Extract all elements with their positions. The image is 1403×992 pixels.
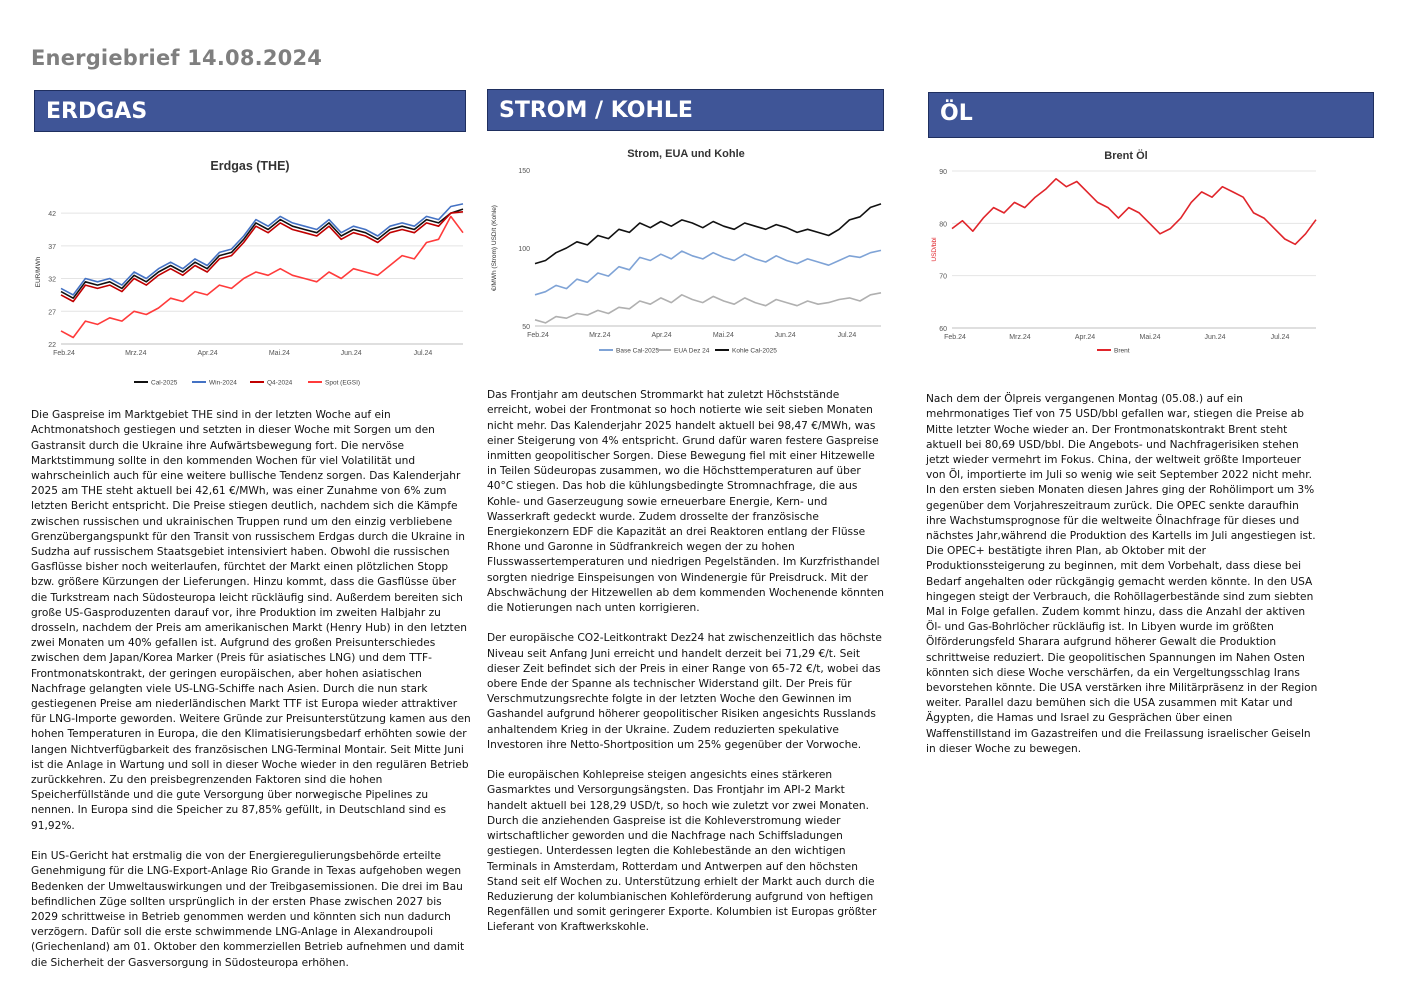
- x-tick-label: Jul.24: [1270, 334, 1290, 341]
- x-tick-label: Apr.24: [651, 332, 672, 339]
- series-line-kohle-cal-2025: [535, 204, 881, 264]
- eua-paragraph: Der europäische CO2-Leitkontrakt Dez24 hat zwischenzeitlich das höchste Niveau seit Anfang Juni erreicht und handelt derzeit bei 71,29 €/t. Seit dieser Zeit befindet sich der Preis in einer Range von 65-72 €/t, wobei das obere Ende der Spanne als technischer Widerstand gilt. Der Preis für Verschmutzungsrechte folgte in der letzten Woche den Gewinnen im Gashandel aufgrund höherer geopolitischer Risiken angesichts Russlands anhaltendem Krieg in der Ukraine. Zudem reduzierten spekulative Investoren ihre Netto-Shortposition um 25% gegenüber der Vorwoche.: [487, 632, 882, 751]
- oel-paragraph: Nach dem der Ölpreis vergangenen Montag (05.08.) auf ein mehrmonatiges Tief von 75 USD/bbl gefallen war, stiegen die Preise ab Mitte letzter Woche wieder an. Der Frontmonatskontrakt Brent steht aktuell bei 80,69 USD/bbl. Die Angebots- und Nachfragerisiken stehen jetzt wieder vermehrt im Fokus. China, der weltweit größte Importeuer von Öl, importierte im Juli so wenig wie seit September 2022 nicht mehr. In den ersten sieben Monaten diesen Jahres ging der Rohölimport um 3% gegenüber dem Vorjahreszeitraum zurück. Die OPEC senkte daraufhin ihre Wachstumsprognose für die weltweite Ölnachfrage für dieses und nächstes Jahr,während die Produktion des Kartells im Juli angestiegen ist. Die OPEC+ bestätigte ihren Plan, ab Oktober mit der Produktionssteigerung zu beginnen, mit dem Vorbehalt, dass diese bei Bedarf angehalten oder rückgängig gemacht werden könnte. In den USA hingegen steigt der Verbrauch, die Rohöllagerbestände sind zum siebten Mal in Folge gefallen. Zudem kommt hinzu, dass die Anzahl der aktiven Öl- und Gas-Bohrlöcher rückläufig ist. In Libyen wurde im größten Ölförderungsfeld Sharara aufgrund höherer Gewalt die Produktion schrittweise reduziert. Die geopolitischen Spannungen im Nahen Osten könnten sich diese Woche verschärfen, da ein Vergeltungsschlag Irans bevorstehen könnte. Die USA verstärken ihre Militärpräsenz in der Region weiter. Parallel dazu bemühen sich die USA zusammen mit Katar und Ägypten, die Hamas und Israel zu Gesprächen über einen Waffenstillstand im Gazastreifen und die Freilassung israelischer Geiseln in dieser Woche zu bewegen.: [926, 393, 1318, 755]
- x-tick-label: Jun.24: [774, 332, 796, 339]
- y-tick-label: 22: [48, 342, 56, 349]
- chart-title: Strom, EUA und Kohle: [627, 148, 745, 160]
- brent-chart: [926, 143, 1326, 358]
- strom-eua-kohle-chart: [487, 140, 885, 362]
- x-tick-label: Jul.24: [413, 350, 433, 357]
- section-header-erdgas: ERDGAS: [34, 90, 466, 132]
- chart-title: Brent Öl: [1104, 150, 1148, 162]
- x-tick-label: Feb.24: [944, 334, 966, 341]
- x-tick-label: Mrz.24: [125, 350, 147, 357]
- y-axis-label: €/MWh (Strom) USD/t (Kohle): [491, 205, 498, 291]
- kohle-paragraph: Die europäischen Kohlepreise steigen angesichts eines stärkeren Gasmarktes und Versorgungsängsten. Das Frontjahr im API-2 Markt handelt aktuell bei 128,29 USD/t, so hoch wie zuletzt vor zwei Monaten. Durch die anziehenden Gaspreise ist die Kohleverstromung wieder wirtschaftlicher geworden und die Nachfrage nach Schiffsladungen gestiegen. Unterdessen legten die Kohlebestände an den wichtigen Terminals in Amsterdam, Rotterdam und Antwerpen auf den höchsten Stand seit elf Wochen zu. Unterstützung erhielt der Markt auch durch die Reduzierung der kolumbianischen Kohleförderung aufgrund von heftigen Regenfällen und somit geringerer Exporte. Kolumbien ist Europas größter Lieferant von Kraftwerkskohle.: [487, 769, 877, 934]
- series-line-spot-egsi-: [61, 216, 463, 337]
- x-tick-label: Feb.24: [53, 350, 75, 357]
- y-axis-label: EUR/MWh: [35, 256, 42, 288]
- legend-label: Win-2024: [209, 379, 237, 387]
- x-tick-label: Apr.24: [197, 350, 218, 357]
- strom-kohle-text: [487, 373, 885, 951]
- x-tick-label: Mai.24: [712, 332, 734, 339]
- y-tick-label: 27: [48, 309, 56, 317]
- y-tick-label: 150: [518, 168, 530, 175]
- x-tick-label: Feb.24: [527, 332, 549, 339]
- x-tick-label: Mai.24: [268, 350, 290, 357]
- page-title: Energiebrief 14.08.2024: [31, 46, 323, 70]
- x-tick-label: Jun.24: [1204, 334, 1226, 341]
- erdgas-paragraph-2: Ein US-Gericht hat erstmalig die von der Energieregulierungsbehörde erteilte Genehmigung für die LNG-Export-Anlage Rio Grande in Texas aufgehoben wegen Bedenken der Umweltauswirkungen und der Treibgasemissionen. Die drei im Bau befindlichen Züge sollten ursprünglich in der ersten Phase zwischen 2027 bis 2029 schrittweise in Betrieb genommen werden und könnten sich nun dadurch verzögern. Dafür soll die erste schwimmende LNG-Anlage in Alexandroupoli (Griechenland) am 01. Oktober den kommerziellen Betrieb aufnehmen und damit die Sicherheit der Gasversorgung in Südosteuropa erhöhen.: [31, 850, 465, 969]
- x-tick-label: Mai.24: [1139, 334, 1161, 341]
- erdgas-chart: [31, 150, 469, 392]
- legend-label: Q4-2024: [267, 379, 293, 387]
- series-line-win-2024: [61, 204, 463, 295]
- x-tick-label: Mrz.24: [1009, 334, 1031, 341]
- y-tick-label: 50: [522, 324, 530, 331]
- section-header-oel: ÖL: [928, 92, 1374, 138]
- section-header-strom-kohle: STROM / KOHLE: [487, 89, 884, 131]
- y-tick-label: 32: [48, 276, 56, 284]
- erdgas-text: [31, 393, 471, 986]
- y-tick-label: 70: [939, 273, 947, 281]
- y-tick-label: 37: [48, 243, 56, 251]
- legend-label: Base Cal-2025: [616, 347, 659, 355]
- x-tick-label: Apr.24: [1074, 334, 1096, 341]
- y-tick-label: 100: [518, 246, 530, 253]
- series-line-base-cal-2025: [535, 250, 881, 294]
- legend-label: Cal-2025: [151, 379, 178, 387]
- legend-label: Brent: [1114, 347, 1130, 355]
- erdgas-paragraph-1: Die Gaspreise im Marktgebiet THE sind in der letzten Woche auf ein Achtmonatshoch gestiegen und setzten in dieser Woche mit Sorgen um den Gastransit durch die Ukraine ihre Aufwärtsbewegung fort. Die nervöse Marktstimmung sollte in den kommenden Wochen für viel Volatilität und wahrscheinlich auch für eine weitere bullische Tendenz sorgen. Das Kalenderjahr 2025 am THE steht aktuell bei 42,61 €/MWh, was einer Zunahme von 6% zum letzten Bericht entspricht. Die Preise stiegen deutlich, nachdem sich die Kämpfe zwischen russischen und ukrainischen Truppen rund um den einzig verbliebene Grenzübergangspunkt für den Transit von russischem Erdgas durch die Ukraine in Sudzha auf russischem Staatsgebiet intensiviert haben. Obwohl die russischen Gasflüsse bisher noch weiterlaufen, fürchtet der Markt einen plötzlichen Stopp bzw. größere Kürzungen der Lieferungen. Hinzu kommt, dass die Gasflüsse über die Turkstream nach Südosteuropa leicht rückläufig sind. Außerdem bereiten sich große US-Gasproduzenten darauf vor, ihre Produktion im zweiten Halbjahr zu drosseln, nachdem der Preis am amerikanischen Markt (Henry Hub) in den letzten zwei Monaten um 40% gefallen ist. Aufgrund des großen Preisunterschiedes zwischen dem Japan/Korea Marker (Preis für asiatisches LNG) und dem TTF-Frontmonatskontrakt, der geringen europäischen, aber hohen asiatischen Nachfrage gelangten viele US-LNG-Schiffe nach Asien. Durch die nun stark gestiegenen Preise am niederländischen Markt TTF ist Europa wieder attraktiver für LNG-Importe geworden. Weitere Gründe zur Preisunterstützung kamen aus den hohen Temperaturen in Europa, die den Klimatisierungsbedarf erhöhten sowie der langen Nichtverfügbarkeit des französischen LNG-Terminal Montair. Seit Mitte Juni ist die Anlage in Wartung und soll in dieser Woche wieder in den regulären Betrieb zurückkehren. Zu den preisbegrenzenden Faktoren sind die hohen Speicherfüllstände und die gute Versorgung über norwegische Pipelines zu nennen. In Europa sind die Speicher zu 87,85% gefüllt, in Deutschland sind es 91,92%.: [31, 409, 471, 832]
- legend-label: Spot (EGSI): [325, 379, 361, 387]
- x-tick-label: Mrz.24: [589, 332, 611, 339]
- y-tick-label: 80: [939, 221, 947, 229]
- y-tick-label: 42: [48, 211, 56, 219]
- strom-paragraph-1: Das Frontjahr am deutschen Strommarkt hat zuletzt Höchststände erreicht, wobei der Frontmonat so hoch notierte wie seit sieben Monaten nicht mehr. Das Kalenderjahr 2025 handelt aktuell bei 98,47 €/MWh, was einer Steigerung von 4% entspricht. Grund dafür waren festere Gaspreise inmitten geopolitischer Sorgen. Diese Bewegung fiel mit einer Hitzewelle in Teilen Südeuropas zusammen, wo die Höchsttemperaturen auf über 40°C stiegen. Das hob die kühlungsbedingte Stromnachfrage, die aus Kohle- und Gaserzeugung sowie erneuerbare Energie, Kern- und Wasserkraft gedeckt wurde. Zudem drosselte der französische Energiekonzern EDF die Kapazität an drei Reaktoren entlang der Flüsse Rhone und Garonne in Südfrankreich wegen der zu hohen Flusswassertemperaturen und niedrigen Pegelständen. Im Kurzfristhandel sorgten niedrige Einspeisungen von Windenergie für Preisdruck. Mit der Abschwächung der Hitzewellen ab dem kommenden Wochenende könnten die Notierungen nach unten korrigieren.: [487, 389, 884, 615]
- chart-title: Erdgas (THE): [210, 159, 290, 173]
- legend-label: EUA Dez 24: [674, 347, 710, 355]
- legend-label: Kohle Cal-2025: [732, 347, 777, 355]
- y-tick-label: 60: [939, 326, 947, 333]
- series-line-brent: [952, 179, 1316, 245]
- x-tick-label: Jul.24: [837, 332, 857, 339]
- x-tick-label: Jun.24: [340, 350, 362, 357]
- oel-text: [926, 377, 1318, 772]
- y-axis-label: USD/bbl: [931, 237, 938, 262]
- y-tick-label: 90: [939, 169, 947, 176]
- series-line-eua-dez-24: [535, 293, 881, 323]
